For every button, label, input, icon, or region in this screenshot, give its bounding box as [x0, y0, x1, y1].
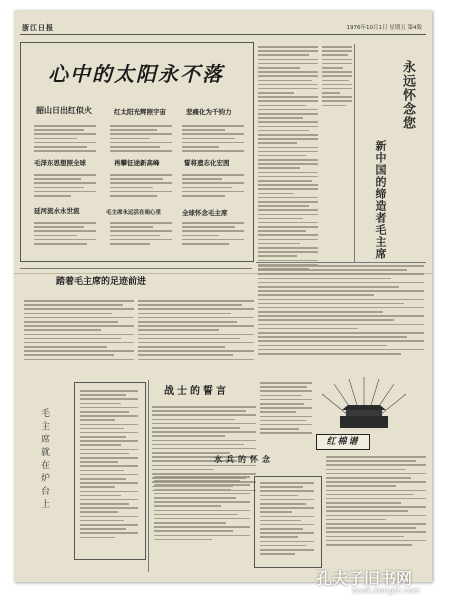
watermark: 孔夫子旧书网	[316, 569, 413, 588]
section-badge-label: 红棉谱	[326, 437, 360, 447]
poem-title: 毛主席永远活在咱心里	[106, 210, 162, 216]
poem-text	[182, 125, 244, 154]
article-text	[326, 456, 426, 548]
poem-title: 全球怀念毛主席	[182, 209, 228, 217]
banner-headline: 心中的太阳永不落	[48, 62, 224, 86]
article-text-right	[258, 265, 424, 357]
poem-text	[34, 222, 96, 247]
section-rule	[20, 268, 252, 269]
tiananmen-illustration	[314, 376, 414, 432]
poem-title: 悲痛化为千钧力	[186, 108, 232, 116]
poem-text	[110, 222, 172, 247]
section-rule	[256, 262, 426, 263]
poem-title: 再攀征途新高峰	[114, 159, 160, 167]
article-headline: 战士的誓言	[164, 386, 229, 397]
article-text	[138, 300, 254, 363]
dateline: 1976年10月1日 星期五 第4版	[346, 25, 422, 31]
poem-title: 红太阳光辉照宇宙	[114, 108, 166, 116]
article-text	[260, 382, 312, 436]
poem-text	[182, 174, 244, 199]
vertical-poem-title: 毛主席就在炉台上	[39, 408, 49, 512]
column-divider	[354, 44, 355, 262]
section-badge	[316, 434, 370, 450]
masthead: 浙江日报	[22, 24, 54, 32]
article-text-right	[322, 46, 352, 109]
poem-text	[110, 125, 172, 154]
column-divider	[148, 380, 149, 572]
article-subtitle-vertical: 新中国的缔造者毛主席	[374, 140, 387, 260]
poem-text	[182, 222, 244, 247]
header-rule	[20, 34, 426, 35]
article-headline: 踏着毛主席的足迹前进	[56, 277, 147, 287]
poem-title: 毛泽东思想照全球	[34, 159, 86, 167]
article-text	[24, 300, 134, 363]
newspaper-page	[14, 10, 432, 582]
poem-title: 延河流水永世流	[34, 207, 80, 215]
article-text	[154, 476, 250, 543]
article-text-right	[258, 46, 318, 272]
poem-text	[34, 125, 96, 154]
article-headline: 水兵的怀念	[214, 454, 274, 464]
poem-title: 誓将遗志化宏图	[184, 159, 230, 167]
poem-text	[260, 482, 314, 557]
poem-text	[80, 390, 138, 541]
poem-text	[34, 174, 96, 199]
watermark-url: book.kongfz.com	[352, 586, 421, 595]
article-title-vertical: 永远怀念您	[400, 60, 415, 130]
poem-title: 韶山日出红似火	[36, 105, 92, 115]
poem-text	[110, 174, 172, 199]
